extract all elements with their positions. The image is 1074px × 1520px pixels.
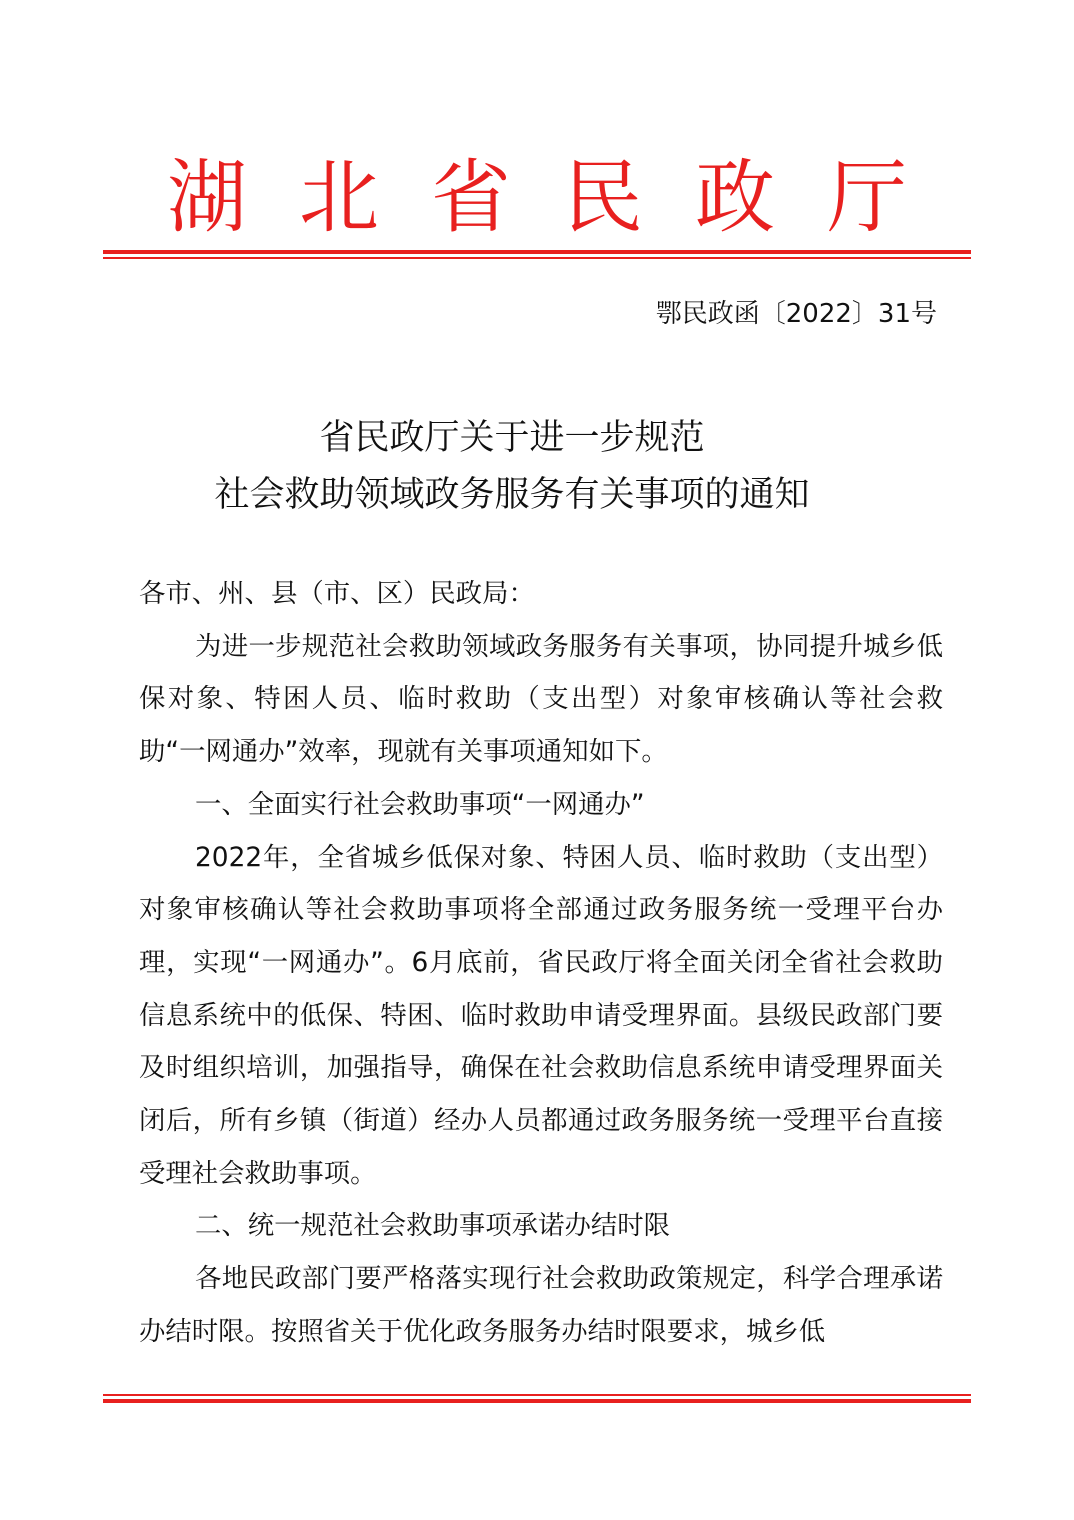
document-title-line-2: 社会救助领域政务服务有关事项的通知 [214, 475, 810, 515]
body-paragraph: 2022年，全省城乡低保对象、特困人员、临时救助（支出型）对象审核确认等社会救助事项将全部通过政务服务统一受理平台办理，实现“一网通办”。6月底前，省民政厅将全面关闭全省社会救助信息系统中的低保、特困、临时救助申请受理界面。县级民政部门要及时组织培训，加强指导，确保在社会救助信息系统申请受理界面关闭后，所有乡镇（街道）经办人员都通过政务服务统一受理平台直接受理社会救助事项。 [139, 841, 943, 1189]
footer-red-rule [103, 1394, 971, 1403]
footer-rule-thick-line [103, 1399, 971, 1403]
body-paragraph: 各地民政部门要严格落实现行社会救助政策规定，科学合理承诺办结时限。按照省关于优化政务服务办结时限要求，城乡低 [139, 1263, 943, 1347]
red-rule-thin-line [103, 257, 971, 259]
salutation: 各市、州、县（市、区）民政局： [139, 578, 535, 609]
section-heading: 一、全面实行社会救助事项“一网通办” [195, 788, 645, 820]
document-number: 鄂民政函〔2022〕31号 [655, 299, 937, 329]
body-paragraph: 为进一步规范社会救助领域政务服务有关事项，协同提升城乡低保对象、特困人员、临时救助（支出型）对象审核确认等社会救助“一网通办”效率，现就有关事项通知如下。 [139, 630, 943, 768]
letterhead-red-rule [103, 250, 971, 259]
document-title [0, 410, 1024, 524]
document-body [139, 568, 943, 1359]
document-title-line-1: 省民政厅关于进一步规范 [319, 418, 705, 458]
section-heading: 二、统一规范社会救助事项承诺办结时限 [195, 1210, 671, 1242]
letterhead-title: 湖北省民政厅 [167, 151, 959, 244]
